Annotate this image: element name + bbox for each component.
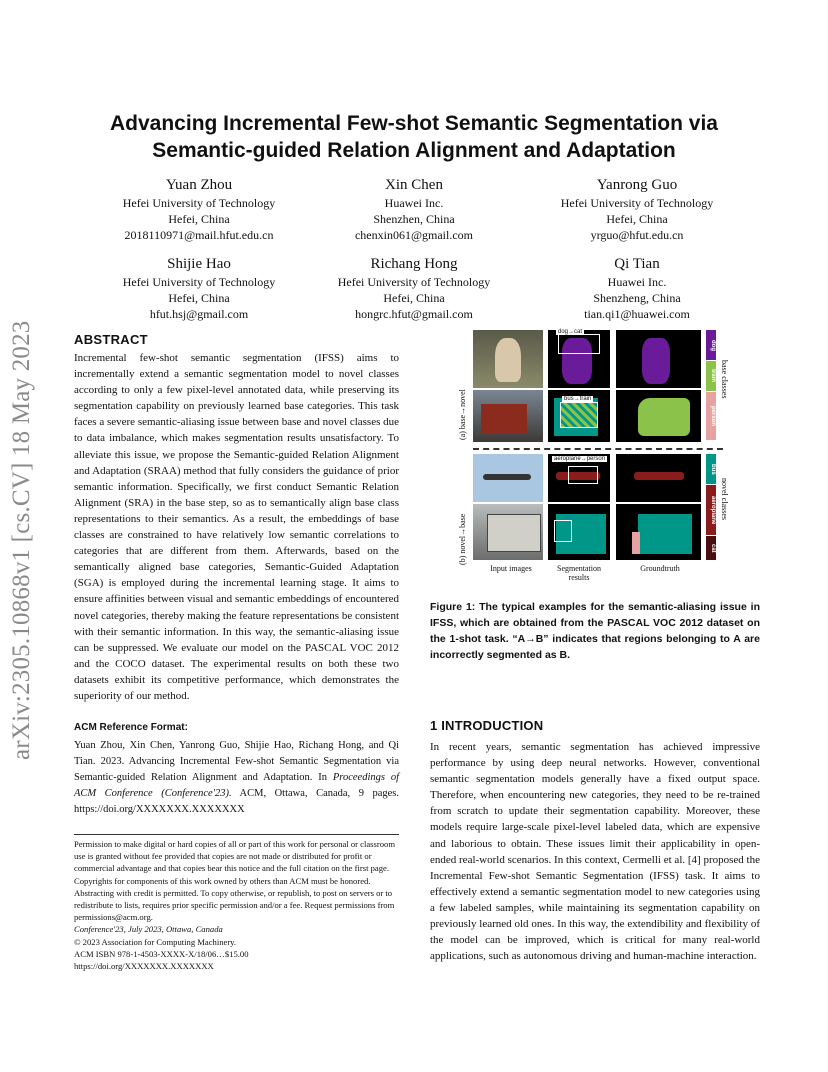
tag-aeroplane-person: aeroplane→person: [554, 456, 606, 462]
author-location: Hefei, China: [168, 291, 230, 305]
introduction-text: In recent years, semantic segmentation has achieved impressive performance by using deep neural networks. However, conventional semantic segmentation models generally have a fixed output space. Therefore, when encountering new categories, they need to be re-trained from scratch to update their segmentation capability. Moreover, these models require large-scale pixel-level labeled data, which are expensive and laborious to obtain. These issues limit their applicability in open-ended real-world scenarios. In this context, Cermelli et al. [4] proposed the Incremental Few-shot Semantic Segmentation (IFSS) task. It aims to effectively extend a semantic segmentation model to new categories using a few labeled samples, while maintaining its segmentation capability on previously learned old ones. In this way, the extendibility and flexibility of the model can be improved, which is critical for many real-world applications, such as autonomous driving and human-machine interaction.: [430, 741, 760, 963]
author-location: Hefei, China: [606, 212, 668, 226]
author-block: [517, 176, 757, 243]
author-email[interactable]: tian.qi1@huawei.com: [584, 307, 690, 321]
author-location: Shenzhen, China: [373, 212, 455, 226]
author-location: Hefei, China: [383, 291, 445, 305]
legend-aeroplane: aeroplane: [706, 485, 716, 535]
seg-result-dog: [548, 330, 610, 388]
author-affiliation: Huawei Inc.: [384, 196, 444, 210]
permission-block: [74, 838, 399, 972]
author-affiliation: Hefei University of Technology: [122, 275, 276, 289]
groundtruth-bus: [616, 504, 701, 560]
figure-caption: Figure 1: The typical examples for the semantic-aliasing issue in IFSS, which are obtained from the PASCAL VOC 2012 dataset on the 1-shot task. “A→B” indicates that regions belonging to A are incorrectly segmented as B.: [430, 601, 760, 661]
paper-title: Advancing Incremental Few-shot Semantic Segmentation via Semantic-guided Relation Alignment and Adaptation: [110, 112, 718, 162]
col-label-groundtruth: Groundtruth: [640, 564, 680, 573]
acm-reference-heading: ACM Reference Format:: [74, 722, 188, 733]
input-image-dog: [473, 330, 543, 388]
legend-train: train: [706, 361, 716, 391]
groundtruth-train: [616, 390, 701, 442]
author-block: [79, 176, 319, 243]
author-block: [517, 255, 757, 322]
groundtruth-dog: [616, 330, 701, 388]
author-location: Shenzheng, China: [593, 291, 681, 305]
abstract-text: Incremental few-shot semantic segmentation (IFSS) aims to incrementally extend a semantic segmentation model to novel classes according to only a few pixel-level annotated data, while preserving its segmentation capability on previously learned base categories. This task faces a severe semantic-aliasing issue between base and novel classes due to data imbalance, which makes segmentation results unsatisfactory. To alleviate this issue, we propose the Semantic-guided Relation Alignment and Adaptation (SRAA) method that fully considers the guidance of prior semantic information. Specifically, we first conduct Semantic Relation Alignment (SRA) in the base step, so as to semantically align base class representations to their semantics. As a result, the embeddings of base classes are constrained to have relatively low semantic correlations to categories that are different from them. Afterwards, based on the semantically aligned base categories, Semantic-Guided Adaptation (SGA) is employed during the incremental learning stage. It aims to ensure affinities between visual and semantic embeddings of encountered novel categories, thereby making the feature representations be consistent with their semantic information. In this way, the semantic-aliasing issue can be suppressed. We evaluate our model on the PASCAL VOC 2012 and the COCO dataset. The experimental results on both these two datasets exhibit its competitive performance, which demonstrates the superiority of our method.: [74, 352, 399, 702]
input-image-bus: [473, 504, 543, 560]
row-label-novel-base: (b) novel→base: [458, 513, 467, 565]
author-email[interactable]: 2018110971@mail.hfut.edu.cn: [124, 228, 274, 242]
author-location: Hefei, China: [168, 212, 230, 226]
reference-text-tail: ACM, Ottawa, Canada, 9 pages. https://doi.org/XXXXXXX.XXXXXXX: [74, 788, 399, 815]
legend-cat: cat: [706, 536, 716, 560]
legend-person: person: [706, 392, 716, 440]
permission-text: Permission to make digital or hard copies of all or part of this work for personal or classroom use is granted without fee provided that copies are not made or distributed for profit or commercial advantage and that copies bear this notice and the full citation on the first page. Copyrights for components of this work owned by others than ACM must be honored. Abstracting with credit is permitted. To copy otherwise, or republish, to post on servers or to redistribute to lists, requires prior specific permission and/or a fee. Request permissions from permissions@acm.org.: [74, 839, 395, 923]
seg-result-bus: [548, 504, 610, 560]
conference-line: Conference'23, July 2023, Ottawa, Canada: [74, 924, 223, 935]
section-heading-introduction: 1 INTRODUCTION: [430, 718, 544, 733]
author-affiliation: Hefei University of Technology: [337, 275, 491, 289]
author-affiliation: Huawei Inc.: [607, 275, 667, 289]
base-classes-label: base classes: [720, 360, 729, 399]
author-email[interactable]: hfut.hsj@gmail.com: [149, 307, 249, 321]
col-label-input: Input images: [490, 564, 532, 573]
author-email[interactable]: chenxin061@gmail.com: [354, 228, 474, 242]
legend-bus: bus: [706, 454, 716, 484]
author-name: Yuan Zhou: [165, 177, 233, 193]
author-name: Shijie Hao: [167, 256, 231, 272]
acm-reference-text: [74, 738, 399, 818]
isbn-line: ACM ISBN 978-1-4503-XXXX-X/18/06…$15.00: [74, 948, 249, 959]
groundtruth-aeroplane: [616, 454, 701, 502]
footnote-rule: [74, 834, 399, 835]
row-separator: [473, 448, 723, 450]
row-label-base-novel: (a) base→novel: [458, 389, 467, 440]
legend-dog: dog: [706, 330, 716, 360]
author-name: Qi Tian: [614, 256, 660, 272]
copyright-line: © 2023 Association for Computing Machinery.: [74, 936, 237, 947]
input-image-train: [473, 390, 543, 442]
arxiv-stamp: arXiv:2305.10868v1 [cs.CV] 18 May 2023: [8, 320, 35, 760]
author-name: Yanrong Guo: [596, 177, 678, 193]
novel-classes-label: novel classes: [720, 478, 729, 520]
abstract-heading: ABSTRACT: [74, 332, 148, 347]
col-label-segmentation: Segmentation results: [557, 564, 601, 582]
author-name: Xin Chen: [385, 177, 443, 193]
author-affiliation: Hefei University of Technology: [122, 196, 276, 210]
seg-result-aeroplane: [548, 454, 610, 502]
author-email[interactable]: hongrc.hfut@gmail.com: [355, 307, 473, 321]
author-block: [79, 255, 319, 322]
author-name: Richang Hong: [370, 256, 458, 272]
figure-1: [428, 330, 758, 590]
author-block: [294, 176, 534, 243]
doi-line[interactable]: https://doi.org/XXXXXXX.XXXXXXX: [74, 961, 214, 972]
author-block: [294, 255, 534, 322]
tag-bus-train: bus→train: [564, 396, 592, 402]
author-email[interactable]: yrguo@hfut.edu.cn: [590, 228, 684, 242]
reference-venue: Proceedings of ACM Conference (Conference'23).: [74, 772, 400, 799]
seg-result-train: [548, 390, 610, 442]
tag-dog-cat: dog→cat: [558, 329, 583, 335]
reference-text: Yuan Zhou, Xin Chen, Yanrong Guo, Shijie Hao, Richang Hong, and Qi Tian. 2023. Advancing Incremental Few-shot Semantic Segmentation via Semantic-guided Relation Alignment and Adaptation. In: [74, 740, 399, 783]
input-image-aeroplane: [473, 454, 543, 502]
author-affiliation: Hefei University of Technology: [560, 196, 714, 210]
